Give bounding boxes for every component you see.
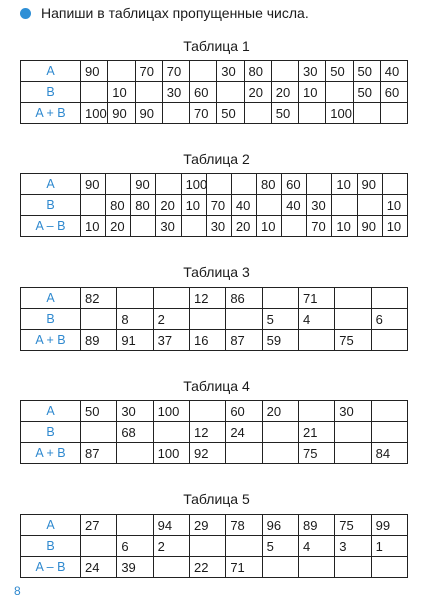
table-row bbox=[21, 216, 408, 237]
empty-cell[interactable] bbox=[226, 309, 262, 330]
table-4-title: Таблица 4 bbox=[183, 378, 250, 394]
table-4 bbox=[20, 400, 408, 464]
table-1-title: Таблица 1 bbox=[183, 38, 250, 54]
number-cell: 24 bbox=[81, 557, 117, 578]
number-cell: 10 bbox=[332, 174, 357, 195]
number-cell: 50 bbox=[353, 82, 380, 103]
number-cell: 6 bbox=[117, 536, 153, 557]
number-cell: 90 bbox=[131, 174, 156, 195]
number-cell: 50 bbox=[326, 61, 353, 82]
empty-cell[interactable] bbox=[335, 288, 371, 309]
bullet-icon bbox=[20, 8, 31, 19]
table-5 bbox=[20, 514, 408, 578]
empty-cell[interactable] bbox=[189, 536, 225, 557]
number-cell: 30 bbox=[117, 401, 153, 422]
empty-cell[interactable] bbox=[271, 61, 298, 82]
number-cell: 10 bbox=[81, 216, 106, 237]
number-cell: 30 bbox=[307, 195, 332, 216]
number-cell: 82 bbox=[81, 288, 117, 309]
number-cell: 1 bbox=[371, 536, 407, 557]
number-cell: 90 bbox=[357, 174, 382, 195]
empty-cell[interactable] bbox=[117, 288, 153, 309]
row-label: B bbox=[21, 536, 81, 557]
row-label: A + B bbox=[21, 443, 81, 464]
page-number: 8 bbox=[14, 584, 21, 598]
number-cell: 59 bbox=[262, 330, 298, 351]
number-cell: 10 bbox=[382, 195, 407, 216]
table-row bbox=[21, 557, 408, 578]
empty-cell[interactable] bbox=[106, 174, 131, 195]
number-cell: 22 bbox=[189, 557, 225, 578]
number-cell: 30 bbox=[299, 61, 326, 82]
empty-cell[interactable] bbox=[357, 195, 382, 216]
number-cell: 100 bbox=[81, 103, 108, 124]
empty-cell[interactable] bbox=[299, 103, 326, 124]
number-cell: 70 bbox=[135, 61, 162, 82]
number-cell: 5 bbox=[262, 536, 298, 557]
empty-cell[interactable] bbox=[262, 422, 298, 443]
number-cell: 20 bbox=[244, 82, 271, 103]
number-cell: 8 bbox=[117, 309, 153, 330]
table-row bbox=[21, 515, 408, 536]
empty-cell[interactable] bbox=[190, 61, 217, 82]
number-cell: 68 bbox=[117, 422, 153, 443]
row-label: B bbox=[21, 309, 81, 330]
row-label: A + B bbox=[21, 330, 81, 351]
number-cell: 89 bbox=[298, 515, 334, 536]
table-2-title: Таблица 2 bbox=[183, 151, 250, 167]
number-cell: 50 bbox=[353, 61, 380, 82]
number-cell: 89 bbox=[81, 330, 117, 351]
number-cell: 10 bbox=[108, 82, 135, 103]
number-cell: 94 bbox=[153, 515, 189, 536]
task-instruction bbox=[20, 5, 309, 21]
empty-cell[interactable] bbox=[298, 401, 334, 422]
number-cell: 70 bbox=[307, 216, 332, 237]
table-row bbox=[21, 443, 408, 464]
number-cell: 71 bbox=[226, 557, 262, 578]
number-cell: 4 bbox=[298, 536, 334, 557]
empty-cell[interactable] bbox=[135, 82, 162, 103]
empty-cell[interactable] bbox=[382, 174, 407, 195]
number-cell: 20 bbox=[231, 216, 256, 237]
empty-cell[interactable] bbox=[226, 536, 262, 557]
number-cell: 80 bbox=[244, 61, 271, 82]
number-cell: 6 bbox=[371, 309, 407, 330]
empty-cell[interactable] bbox=[81, 422, 117, 443]
empty-cell[interactable] bbox=[335, 309, 371, 330]
number-cell: 40 bbox=[231, 195, 256, 216]
row-label: B bbox=[21, 82, 81, 103]
number-cell: 100 bbox=[326, 103, 353, 124]
empty-cell[interactable] bbox=[131, 216, 156, 237]
number-cell: 50 bbox=[217, 103, 244, 124]
empty-cell[interactable] bbox=[371, 330, 407, 351]
row-label: A – B bbox=[21, 216, 81, 237]
table-row bbox=[21, 422, 408, 443]
instruction-text: Напиши в таблицах пропущенные числа. bbox=[41, 5, 309, 21]
row-label: A bbox=[21, 174, 81, 195]
number-cell: 60 bbox=[282, 174, 307, 195]
row-label: B bbox=[21, 195, 81, 216]
number-cell: 30 bbox=[335, 401, 371, 422]
empty-cell[interactable] bbox=[262, 443, 298, 464]
number-cell: 71 bbox=[298, 288, 334, 309]
number-cell: 30 bbox=[217, 61, 244, 82]
number-cell: 29 bbox=[189, 515, 225, 536]
empty-cell[interactable] bbox=[81, 82, 108, 103]
number-cell: 50 bbox=[81, 401, 117, 422]
number-cell: 90 bbox=[81, 61, 108, 82]
row-label: A bbox=[21, 401, 81, 422]
empty-cell[interactable] bbox=[282, 216, 307, 237]
table-row bbox=[21, 309, 408, 330]
number-cell: 100 bbox=[153, 443, 189, 464]
empty-cell[interactable] bbox=[353, 103, 380, 124]
number-cell: 12 bbox=[189, 288, 225, 309]
number-cell: 10 bbox=[382, 216, 407, 237]
number-cell: 80 bbox=[131, 195, 156, 216]
number-cell: 60 bbox=[190, 82, 217, 103]
number-cell: 70 bbox=[162, 61, 189, 82]
row-label: A bbox=[21, 515, 81, 536]
number-cell: 60 bbox=[380, 82, 407, 103]
empty-cell[interactable] bbox=[117, 443, 153, 464]
table-1 bbox=[20, 60, 408, 124]
table-row bbox=[21, 82, 408, 103]
number-cell: 84 bbox=[371, 443, 407, 464]
number-cell: 80 bbox=[106, 195, 131, 216]
table-row bbox=[21, 401, 408, 422]
number-cell: 27 bbox=[81, 515, 117, 536]
number-cell: 30 bbox=[206, 216, 231, 237]
number-cell: 50 bbox=[271, 103, 298, 124]
number-cell: 20 bbox=[156, 195, 181, 216]
number-cell: 86 bbox=[226, 288, 262, 309]
empty-cell[interactable] bbox=[371, 401, 407, 422]
empty-cell[interactable] bbox=[326, 82, 353, 103]
number-cell: 90 bbox=[357, 216, 382, 237]
number-cell: 40 bbox=[380, 61, 407, 82]
empty-cell[interactable] bbox=[162, 103, 189, 124]
empty-cell[interactable] bbox=[153, 288, 189, 309]
number-cell: 100 bbox=[181, 174, 206, 195]
row-label: A – B bbox=[21, 557, 81, 578]
empty-cell[interactable] bbox=[217, 82, 244, 103]
number-cell: 87 bbox=[226, 330, 262, 351]
empty-cell[interactable] bbox=[226, 443, 262, 464]
number-cell: 20 bbox=[106, 216, 131, 237]
table-row bbox=[21, 174, 408, 195]
number-cell: 3 bbox=[335, 536, 371, 557]
number-cell: 24 bbox=[226, 422, 262, 443]
empty-cell[interactable] bbox=[335, 443, 371, 464]
number-cell: 99 bbox=[371, 515, 407, 536]
number-cell: 10 bbox=[181, 195, 206, 216]
empty-cell[interactable] bbox=[262, 288, 298, 309]
number-cell: 10 bbox=[332, 216, 357, 237]
number-cell: 90 bbox=[81, 174, 106, 195]
table-row bbox=[21, 536, 408, 557]
number-cell: 10 bbox=[256, 216, 281, 237]
empty-cell[interactable] bbox=[189, 309, 225, 330]
empty-cell[interactable] bbox=[335, 557, 371, 578]
table-row bbox=[21, 61, 408, 82]
number-cell: 2 bbox=[153, 309, 189, 330]
empty-cell[interactable] bbox=[335, 422, 371, 443]
number-cell: 96 bbox=[262, 515, 298, 536]
number-cell: 80 bbox=[256, 174, 281, 195]
number-cell: 90 bbox=[108, 103, 135, 124]
table-2 bbox=[20, 173, 408, 237]
empty-cell[interactable] bbox=[81, 195, 106, 216]
table-3 bbox=[20, 287, 408, 351]
empty-cell[interactable] bbox=[244, 103, 271, 124]
number-cell: 40 bbox=[282, 195, 307, 216]
number-cell: 100 bbox=[153, 401, 189, 422]
number-cell: 30 bbox=[162, 82, 189, 103]
row-label: A + B bbox=[21, 103, 81, 124]
empty-cell[interactable] bbox=[231, 174, 256, 195]
number-cell: 90 bbox=[135, 103, 162, 124]
number-cell: 12 bbox=[189, 422, 225, 443]
number-cell: 2 bbox=[153, 536, 189, 557]
empty-cell[interactable] bbox=[206, 174, 231, 195]
empty-cell[interactable] bbox=[153, 557, 189, 578]
number-cell: 92 bbox=[189, 443, 225, 464]
empty-cell[interactable] bbox=[156, 174, 181, 195]
table-3-title: Таблица 3 bbox=[183, 264, 250, 280]
empty-cell[interactable] bbox=[117, 515, 153, 536]
number-cell: 70 bbox=[190, 103, 217, 124]
number-cell: 75 bbox=[335, 330, 371, 351]
empty-cell[interactable] bbox=[371, 557, 407, 578]
number-cell: 70 bbox=[206, 195, 231, 216]
number-cell: 60 bbox=[226, 401, 262, 422]
number-cell: 75 bbox=[335, 515, 371, 536]
empty-cell[interactable] bbox=[298, 557, 334, 578]
empty-cell[interactable] bbox=[298, 330, 334, 351]
empty-cell[interactable] bbox=[153, 422, 189, 443]
table-row bbox=[21, 330, 408, 351]
empty-cell[interactable] bbox=[189, 401, 225, 422]
empty-cell[interactable] bbox=[371, 422, 407, 443]
number-cell: 20 bbox=[271, 82, 298, 103]
number-cell: 16 bbox=[189, 330, 225, 351]
row-label: A bbox=[21, 288, 81, 309]
empty-cell[interactable] bbox=[371, 288, 407, 309]
table-row bbox=[21, 103, 408, 124]
empty-cell[interactable] bbox=[307, 174, 332, 195]
number-cell: 39 bbox=[117, 557, 153, 578]
number-cell: 5 bbox=[262, 309, 298, 330]
empty-cell[interactable] bbox=[81, 536, 117, 557]
table-5-title: Таблица 5 bbox=[183, 491, 250, 507]
empty-cell[interactable] bbox=[256, 195, 281, 216]
number-cell: 20 bbox=[262, 401, 298, 422]
table-row bbox=[21, 195, 408, 216]
empty-cell[interactable] bbox=[181, 216, 206, 237]
number-cell: 10 bbox=[299, 82, 326, 103]
empty-cell[interactable] bbox=[81, 309, 117, 330]
empty-cell[interactable] bbox=[262, 557, 298, 578]
table-row bbox=[21, 288, 408, 309]
number-cell: 91 bbox=[117, 330, 153, 351]
number-cell: 21 bbox=[298, 422, 334, 443]
number-cell: 37 bbox=[153, 330, 189, 351]
number-cell: 4 bbox=[298, 309, 334, 330]
number-cell: 78 bbox=[226, 515, 262, 536]
number-cell: 30 bbox=[156, 216, 181, 237]
number-cell: 75 bbox=[298, 443, 334, 464]
empty-cell[interactable] bbox=[380, 103, 407, 124]
empty-cell[interactable] bbox=[108, 61, 135, 82]
row-label: B bbox=[21, 422, 81, 443]
empty-cell[interactable] bbox=[332, 195, 357, 216]
number-cell: 87 bbox=[81, 443, 117, 464]
row-label: A bbox=[21, 61, 81, 82]
